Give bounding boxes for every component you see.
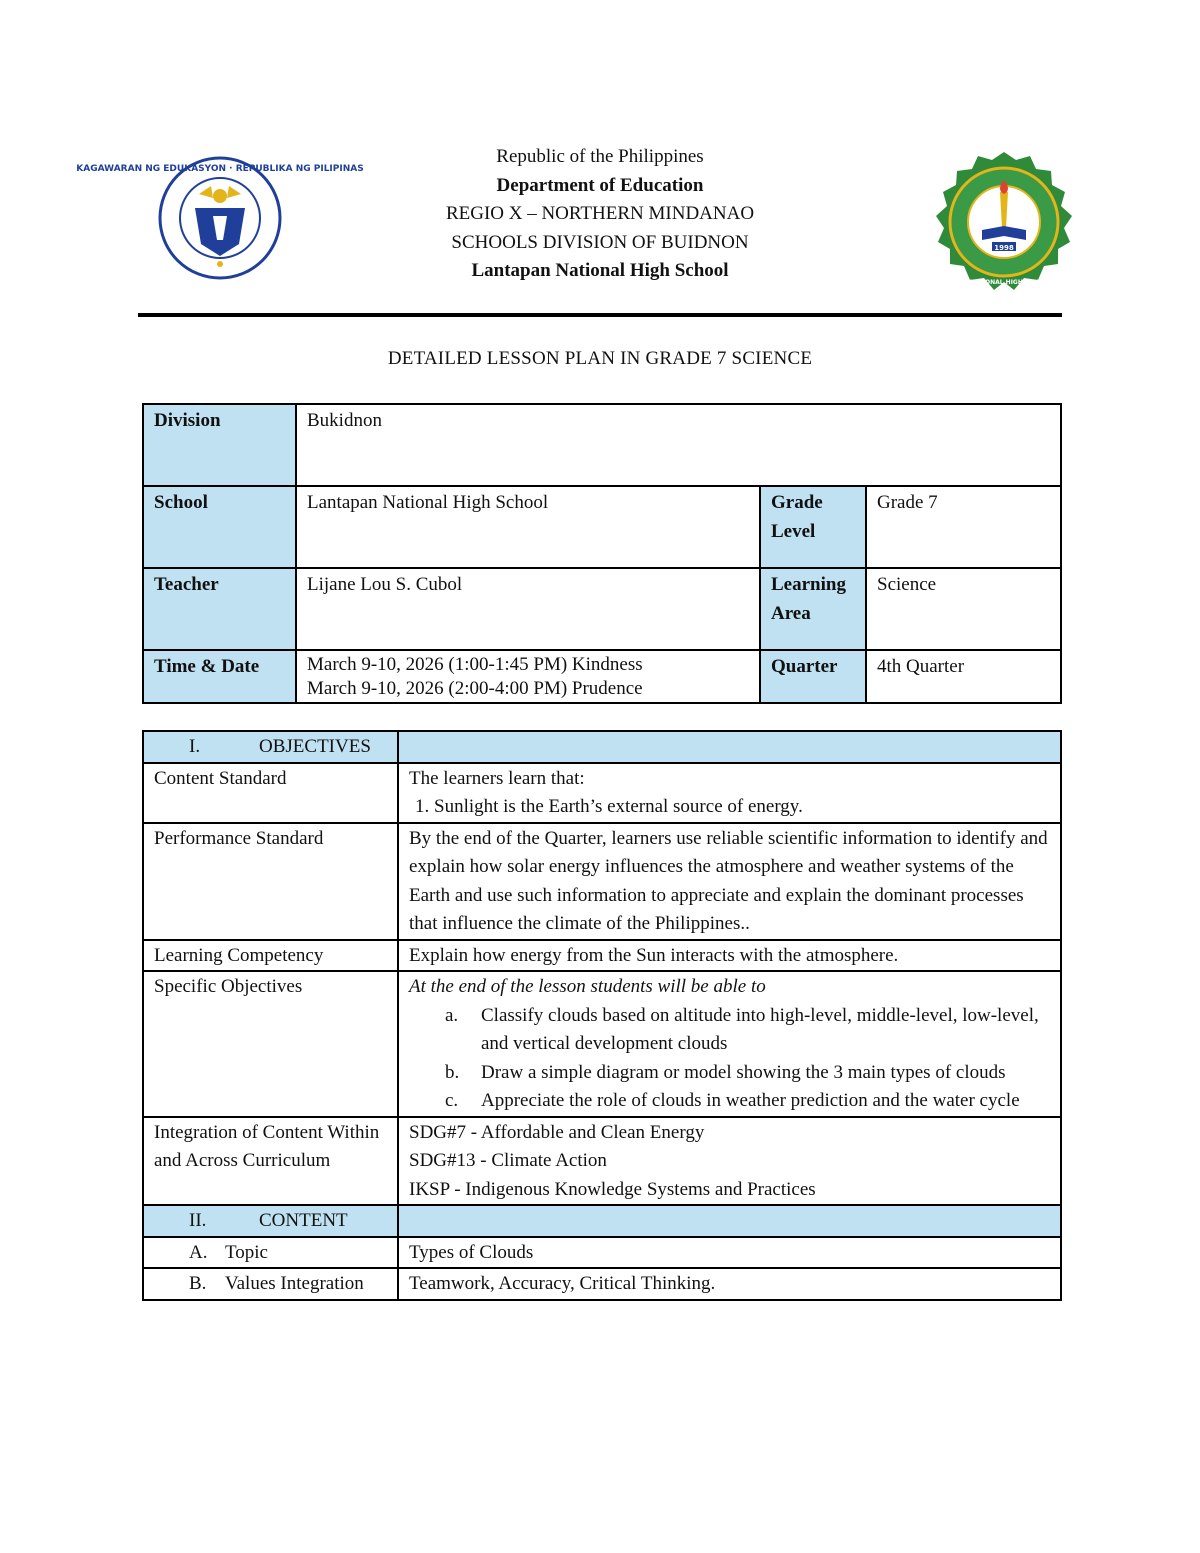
list-item-marker: c. [445,1090,459,1111]
objectives-section-blank [398,731,1061,763]
content-standard-label: Content Standard [143,763,398,823]
specific-objectives-value [398,971,1061,1117]
table-row [143,940,1061,972]
table-row [143,404,1061,486]
teacher-value: Lijane Lou S. Cubol [296,568,760,650]
grade-label: Grade Level [760,486,866,568]
school-seal-icon [930,150,1078,295]
school-seal-year: 1998 [994,244,1014,252]
list-item [409,1002,1050,1059]
content-section-header [143,1205,398,1237]
table-row [143,823,1061,940]
list-item [409,1087,1050,1116]
objectives-table [142,730,1062,1301]
specific-objectives-list [409,1002,1050,1116]
letterhead-republic: Republic of the Philippines [496,146,704,167]
learning-competency-label: Learning Competency [143,940,398,972]
list-item-marker: b. [445,1061,460,1083]
table-row [143,650,1061,703]
letterhead-region: REGIO X – NORTHERN MINDANAO [445,203,755,224]
table-row [143,763,1061,823]
school-seal-lettering: LANTAPAN NATIONAL HIGH SCHOOL · 1998 [932,279,1076,286]
objectives-section-label: OBJECTIVES [259,736,371,757]
letterhead-division: SCHOOLS DIVISION OF BUIDNON [451,231,749,253]
integration-item-iksp: IKSP - Indigenous Knowledge Systems and Practices [409,1178,816,1200]
integration-item-sdg7: SDG#7 - Affordable and Clean Energy [409,1121,705,1143]
specific-objectives-intro: At the end of the lesson students will be able to [409,976,766,997]
content-section-number: II. [189,1210,207,1231]
quarter-value: 4th Quarter [866,650,1061,703]
table-row [143,971,1061,1117]
document-title: DETAILED LESSON PLAN IN GRADE 7 SCIENCE [387,348,813,369]
topic-number: A. [189,1241,208,1263]
quarter-label: Quarter [760,650,866,703]
header-divider [138,313,1062,317]
division-label: Division [143,404,296,486]
school-value: Lantapan National High School [296,486,760,568]
table-row [143,1268,1061,1300]
topic-value: Types of Clouds [398,1237,1061,1269]
table-row [143,486,1061,568]
list-item [409,1059,1050,1088]
time-date-value [296,650,760,703]
learning-area-value: Science [866,568,1061,650]
teacher-label: Teacher [143,568,296,650]
table-row [143,1117,1061,1206]
table-row [143,1205,1061,1237]
content-section-label: CONTENT [259,1210,348,1231]
school-label: School [143,486,296,568]
deped-seal-lettering: KAGAWARAN NG EDUKASYON · REPUBLIKA NG PILIPINAS [76,164,364,174]
content-section-blank [398,1205,1061,1237]
time-date-label: Time & Date [143,650,296,703]
info-table [142,403,1062,704]
list-item-text: Classify clouds based on altitude into high-level, middle-level, low-level, and vertical development clouds [481,1004,1039,1054]
table-row [143,568,1061,650]
list-item-text: Appreciate the role of clouds in weather prediction and the water cycle [481,1090,1020,1111]
division-value: Bukidnon [296,404,1061,486]
integration-value [398,1117,1061,1206]
learning-area-label: Learning Area [760,568,866,650]
performance-standard-label: Performance Standard [143,823,398,940]
performance-standard-value: By the end of the Quarter, learners use reliable scientific information to identify and explain how solar energy influences the atmosphere and weather systems of the Earth and use such information to appreciate and explain the dominant processes that influence the climate of the Philippines.. [398,823,1061,940]
values-integration-number: B. [189,1273,207,1294]
integration-label: Integration of Content Within and Across Curriculum [143,1117,398,1206]
table-row [143,1237,1061,1269]
list-item-marker: a. [445,1004,459,1026]
objectives-section-number: I. [189,736,201,757]
time-date-prudence: March 9-10, 2026 (2:00-4:00 PM) Prudence [307,678,643,699]
time-date-kindness: March 9-10, 2026 (1:00-1:45 PM) Kindness [307,654,643,675]
content-standard-value [398,763,1061,823]
content-standard-intro: The learners learn that: [409,767,585,789]
deped-seal-icon [76,156,364,280]
topic-label [143,1237,398,1269]
topic-label-text: Topic [225,1241,268,1263]
letterhead-department: Department of Education [496,174,704,196]
values-integration-label-text: Values Integration [225,1273,364,1294]
integration-item-sdg13: SDG#13 - Climate Action [409,1150,607,1171]
list-item-text: Draw a simple diagram or model showing the 3 main types of clouds [481,1061,1006,1083]
letterhead [300,143,900,286]
specific-objectives-label: Specific Objectives [143,971,398,1117]
objectives-section-header [143,731,398,763]
learning-competency-value: Explain how energy from the Sun interacts with the atmosphere. [398,940,1061,972]
values-integration-label [143,1268,398,1300]
content-standard-item: 1. Sunlight is the Earth’s external source of energy. [415,796,803,817]
table-row [143,731,1061,763]
letterhead-school: Lantapan National High School [471,260,729,281]
grade-value: Grade 7 [866,486,1061,568]
values-integration-value: Teamwork, Accuracy, Critical Thinking. [398,1268,1061,1300]
